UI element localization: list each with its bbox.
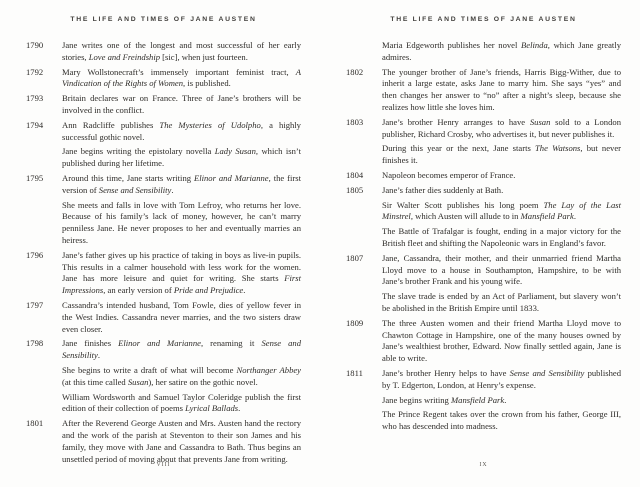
timeline-entry (26, 120, 301, 170)
book-title-italic: The Watsons (535, 143, 581, 154)
timeline-text (62, 67, 301, 91)
timeline-text (62, 40, 301, 64)
text-run: [sic], when just fourteen. (160, 51, 248, 62)
book-title-italic: Sense and Sensibility (62, 338, 301, 361)
book-title-italic: Sense and Sensibility (98, 184, 172, 195)
text-run: . (243, 285, 246, 296)
text-run: published by T. Edgerton, London, at Henry’s expense. (382, 367, 621, 390)
book-title-italic: First Impressions (62, 273, 301, 296)
timeline-paragraph (382, 67, 621, 114)
text-run: ), her satire on the gothic novel. (148, 376, 258, 387)
book-title-italic: Susan (127, 376, 149, 387)
text-run: Jane’s father gives up his practice of taking in boys as live-in pupils. This results in a calmer household with less work for the women. Jane has more leisure and quiet for writing. She starts (62, 249, 301, 284)
timeline-paragraph (382, 40, 621, 64)
timeline-text (382, 185, 621, 250)
timeline-year: 1790 (26, 40, 44, 50)
timeline-year (346, 40, 366, 64)
timeline-paragraph (382, 253, 621, 288)
timeline-entry (26, 250, 301, 297)
timeline-year: 1795 (26, 172, 44, 183)
text-run: , which Jane greatly admires. (382, 40, 622, 62)
running-head: THE LIFE AND TIMES OF JANE AUSTEN (70, 16, 257, 23)
timeline-paragraph (382, 226, 621, 250)
timeline-paragraph (62, 40, 301, 64)
timeline-year: 1811 (346, 367, 363, 378)
text-run: , but never finishes it. (382, 143, 621, 166)
text-run: Jane writes one of the longest and most successful of her early stories, (62, 40, 301, 62)
text-run: . (504, 394, 507, 405)
timeline-text (62, 93, 301, 117)
text-run: sold to a London publisher, Richard Crosby, who advertises it, but never publishes it. (382, 116, 621, 139)
timeline-text (62, 250, 301, 297)
running-head: THE LIFE AND TIMES OF JANE AUSTEN (390, 16, 577, 23)
timeline-entry (26, 93, 301, 117)
timeline-text (382, 253, 621, 315)
timeline-paragraph (62, 173, 301, 197)
timeline-text (382, 67, 621, 114)
timeline-entry (346, 170, 621, 182)
timeline-text (62, 300, 301, 335)
book-title-italic: Sense and Sensibility (509, 367, 585, 378)
timeline-entry (346, 40, 621, 64)
timeline-entry (346, 117, 621, 167)
text-run: Sir Walter Scott publishes his long poem (382, 199, 544, 210)
timeline-paragraph (62, 418, 301, 465)
timeline-entry (26, 338, 301, 415)
timeline-text (382, 40, 621, 64)
text-run: , the first version of (62, 172, 301, 195)
text-run: , a highly successful gothic novel. (62, 119, 301, 142)
timeline-year: 1797 (26, 299, 44, 310)
text-run: (at this time called (62, 376, 128, 387)
timeline-year: 1802 (346, 66, 364, 77)
book-title-italic: Belinda (521, 40, 548, 50)
timeline-text (382, 170, 621, 182)
timeline-text (382, 117, 621, 167)
timeline-text (62, 173, 301, 247)
text-run: . (573, 211, 576, 222)
timeline-paragraph (382, 185, 621, 197)
timeline-year: 1796 (26, 249, 44, 260)
text-run: The slave trade is ended by an Act of Parliament, but slavery won’t be abolished in the British Empire until 1833. (382, 291, 621, 313)
timeline-paragraph (62, 365, 301, 389)
timeline-paragraph (382, 200, 621, 224)
timeline-year: 1798 (26, 338, 44, 349)
text-run: Ann Radcliffe publishes (62, 119, 160, 130)
timeline-year: 1809 (346, 317, 364, 328)
timeline-paragraph (62, 120, 301, 144)
timeline-entry (346, 368, 621, 433)
timeline-paragraph (62, 392, 301, 416)
timeline-entry (346, 185, 621, 250)
book-title-italic: Lyrical Ballads (185, 403, 239, 414)
timeline-entry (346, 318, 621, 365)
timeline-year: 1801 (26, 418, 44, 429)
timeline-text (62, 120, 301, 170)
text-run: . (238, 403, 241, 414)
timeline-year: 1792 (26, 66, 44, 77)
timeline-entry (26, 40, 301, 64)
timeline-year: 1805 (346, 184, 364, 195)
timeline-paragraph (382, 409, 621, 433)
text-run: William Wordsworth and Samuel Taylor Coleridge publish the first edition of their collection of poems (62, 391, 301, 414)
timeline-entry (26, 67, 301, 91)
page-number: IX (479, 462, 488, 468)
timeline-entry (346, 253, 621, 315)
timeline-year: 1804 (346, 169, 364, 180)
text-run: Jane’s brother Henry helps to have (382, 367, 510, 378)
book-title-italic: The Lay of the Last Minstrel (382, 199, 621, 222)
text-run: Napoleon becomes emperor of France. (382, 169, 516, 180)
book-title-italic: Susan (529, 116, 551, 127)
timeline-text (382, 318, 621, 365)
timeline-entry (26, 173, 301, 247)
book-title-italic: Mansfield Park (520, 211, 574, 222)
text-run: , which isn’t published during her lifetime. (62, 146, 301, 169)
timeline-paragraph (62, 250, 301, 297)
timeline-paragraph (382, 368, 621, 392)
text-run: The three Austen women and their friend Martha Lloyd move to Chawton Cottage in Hampshire, one of the many houses owned by Jane’s wealthiest brother, Edward. Now finally settled again, Jane is able to write. (382, 317, 621, 364)
book-title-italic: Northanger Abbey (236, 364, 301, 375)
timeline-year: 1803 (346, 116, 364, 127)
timeline-paragraph (62, 67, 301, 91)
text-run: Maria Edgeworth publishes her novel (382, 40, 522, 50)
timeline-paragraph (382, 170, 621, 182)
text-run: . (171, 184, 174, 195)
timeline-text (382, 368, 621, 433)
timeline-paragraph (62, 146, 301, 170)
text-run: She begins to write a draft of what will become (62, 364, 237, 375)
text-run: Jane, Cassandra, their mother, and their unmarried friend Martha Lloyd move to a house in Southampton, Hampshire, to be with Jane’s brother Frank and his young wife. (382, 252, 621, 287)
timeline-paragraph (382, 291, 621, 315)
book-title-italic: Love and Freindship (88, 51, 161, 62)
text-run: Jane begins writing the epistolary novella (62, 146, 215, 157)
text-run: She meets and falls in love with Tom Lefroy, who returns her love. Because of his family’s lack of money, however, he can’t marry penniless Jane. He never proposes to her and eventually marries an heiress. (62, 199, 301, 245)
timeline-text (62, 418, 301, 465)
text-run: During this year or the next, Jane starts (382, 143, 535, 154)
book-title-italic: Elinor and Marianne (118, 338, 201, 349)
text-run: Jane’s father dies suddenly at Bath. (382, 184, 504, 195)
timeline-paragraph (62, 338, 301, 362)
timeline-paragraph (382, 395, 621, 407)
text-run: Jane finishes (62, 338, 119, 349)
timeline-paragraph (62, 200, 301, 247)
page-body (26, 40, 301, 465)
timeline-text (62, 338, 301, 415)
text-run: , which Austen will allude to in (410, 211, 521, 222)
book-title-italic: The Mysteries of Udolpho (159, 119, 261, 130)
text-run: Around this time, Jane starts writing (62, 172, 194, 183)
timeline-paragraph (62, 93, 301, 117)
timeline-entry (26, 418, 301, 465)
timeline-year: 1793 (26, 93, 44, 104)
text-run: The Prince Regent takes over the crown from his father, George III, who has descended into madness. (382, 409, 621, 432)
text-run: . (97, 350, 100, 361)
timeline-paragraph (382, 143, 621, 167)
book-title-italic: Mansfield Park (450, 394, 505, 405)
book-page-right (320, 0, 640, 487)
book-title-italic: A Vindication of the Rights of Women (62, 66, 301, 89)
page-number: VIII (156, 462, 171, 468)
timeline-entry (26, 300, 301, 335)
text-run: Mary Wollstonecraft’s immensely important feminist tract, (62, 66, 296, 77)
text-run: Britain declares war on France. Three of Jane’s brothers will be involved in the conflict. (62, 93, 301, 115)
text-run: After the Reverend George Austen and Mrs. Austen hand the rectory and the work of the parish at Steventon to their son James and his family, they move with Jane and Cassandra to Bath. Thus begins an unsettled period of moving about that prevents Jane from writing. (62, 418, 301, 464)
text-run: , an early version of (103, 285, 174, 296)
timeline-paragraph (382, 318, 621, 365)
timeline-year: 1794 (26, 119, 44, 130)
text-run: The Battle of Trafalgar is fought, ending in a major victory for the British fleet and shifting the Napoleonic wars in England’s favor. (382, 226, 621, 248)
text-run: , renaming it (200, 338, 262, 349)
text-run: Jane begins writing (382, 394, 451, 405)
timeline-entry (346, 67, 621, 114)
text-run: Jane’s brother Henry arranges to have (382, 116, 530, 127)
text-run: , is published. (183, 78, 231, 89)
book-title-italic: Lady Susan (214, 146, 256, 157)
page-body (346, 40, 621, 433)
book-title-italic: Elinor and Marianne (193, 172, 269, 183)
timeline-paragraph (62, 300, 301, 335)
text-run: The younger brother of Jane’s friends, Harris Bigg-Wither, due to inherit a large estate, asks Jane to marry him. She says “yes” and then changes her answer to “no” after a night’s sleep, because she realizes how little she loves him. (382, 66, 621, 112)
timeline-paragraph (382, 117, 621, 141)
timeline-year: 1807 (346, 252, 364, 263)
book-title-italic: Pride and Prejudice (173, 285, 244, 296)
text-run: Cassandra’s intended husband, Tom Fowle, dies of yellow fever in the West Indies. Cassandra never marries, and the two sisters draw even closer. (62, 299, 301, 334)
